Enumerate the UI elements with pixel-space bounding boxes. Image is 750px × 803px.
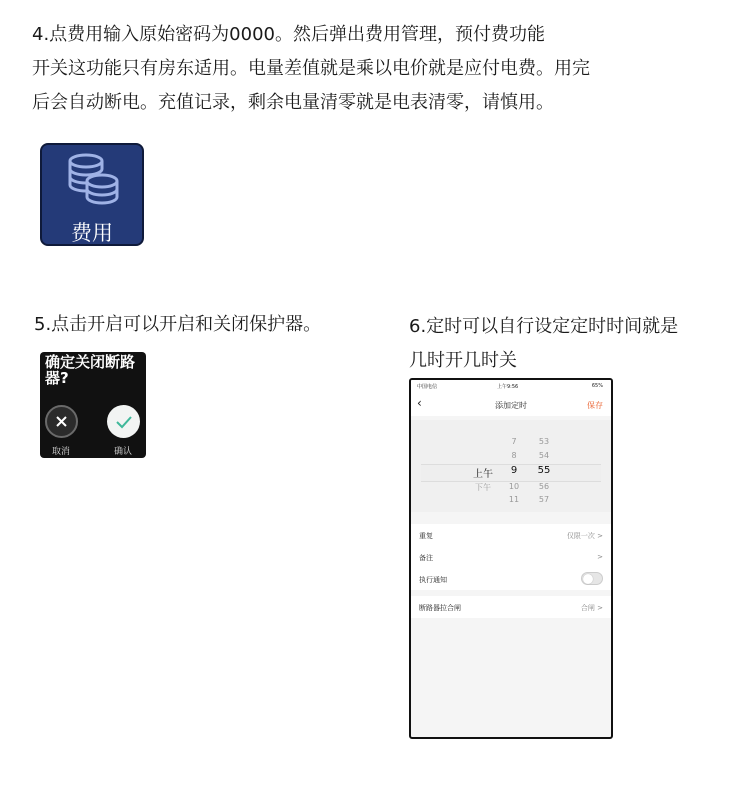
dialog-question-line: 确定关闭断路 <box>45 353 136 371</box>
confirm-label: 确认 <box>113 447 132 457</box>
minute-option[interactable]: 53 <box>538 437 550 446</box>
step6-text <box>409 310 729 378</box>
back-icon[interactable]: ‹ <box>417 396 422 410</box>
confirm-dialog <box>40 352 146 458</box>
ampm-option[interactable]: 下午 <box>475 483 491 492</box>
dialog-question <box>45 354 145 386</box>
check-icon <box>107 405 140 438</box>
hour-option[interactable]: 7 <box>511 437 517 446</box>
settings-row-breaker[interactable] <box>411 596 611 618</box>
row-value: 仅限一次 > <box>566 532 603 540</box>
battery: 65% <box>591 383 603 389</box>
hour-option[interactable]: 10 <box>508 482 520 491</box>
save-button[interactable]: 保存 <box>587 401 603 410</box>
settings-row-note[interactable] <box>411 546 611 568</box>
row-value: 合闸 > <box>580 604 603 612</box>
instruction-line: 后会自动断电。充值记录，剩余电量清零就是电表清零，请慎用。 <box>32 92 554 113</box>
settings-row-repeat[interactable] <box>411 524 611 546</box>
confirm-button[interactable] <box>107 405 140 438</box>
phone-screenshot <box>409 378 613 739</box>
ampm-selected[interactable]: 上午 <box>473 469 493 480</box>
row-label: 断路器拉合闸 <box>419 604 461 612</box>
fee-button[interactable] <box>40 143 144 246</box>
minute-option[interactable]: 56 <box>538 482 550 491</box>
row-label: 备注 <box>419 554 433 562</box>
notify-toggle[interactable] <box>581 572 603 585</box>
instruction-paragraph <box>32 18 732 120</box>
status-bar <box>411 380 611 392</box>
coins-icon <box>66 153 122 207</box>
cancel-button[interactable] <box>45 405 78 438</box>
hour-option[interactable]: 8 <box>511 451 517 460</box>
chevron-right-icon: > <box>597 553 603 561</box>
row-label: 执行通知 <box>419 576 447 584</box>
minute-option[interactable]: 57 <box>538 495 550 504</box>
hour-selected[interactable]: 9 <box>510 465 518 476</box>
nav-title: 添加定时 <box>495 401 527 410</box>
step5-text: 5.点击开启可以开启和关闭保护器。 <box>34 314 322 335</box>
time-picker[interactable] <box>411 420 611 512</box>
dialog-question-line: 器? <box>45 369 69 387</box>
row-label: 重复 <box>419 532 433 540</box>
chevron-right-icon: > <box>597 532 603 540</box>
fee-label: 费用 <box>71 221 113 245</box>
step6-line: 几时开几时关 <box>409 350 517 371</box>
instruction-line: 4.点费用输入原始密码为0000。然后弹出费用管理，预付费功能 <box>32 24 545 45</box>
minute-selected[interactable]: 55 <box>537 465 551 476</box>
close-icon <box>47 407 76 436</box>
cancel-label: 取消 <box>51 447 70 457</box>
toggle-knob <box>583 574 593 584</box>
settings-row-notify <box>411 568 611 590</box>
nav-bar <box>411 392 611 416</box>
step6-line: 6.定时可以自行设定定时时间就是 <box>409 316 679 337</box>
minute-option[interactable]: 54 <box>538 451 550 460</box>
carrier: 中国电信 <box>417 384 438 390</box>
status-time: 上午9:56 <box>497 384 519 390</box>
instruction-line: 开关这功能只有房东适用。电量差值就是乘以电价就是应付电费。用完 <box>32 58 590 79</box>
chevron-right-icon: > <box>597 604 603 612</box>
hour-option[interactable]: 11 <box>508 495 520 504</box>
